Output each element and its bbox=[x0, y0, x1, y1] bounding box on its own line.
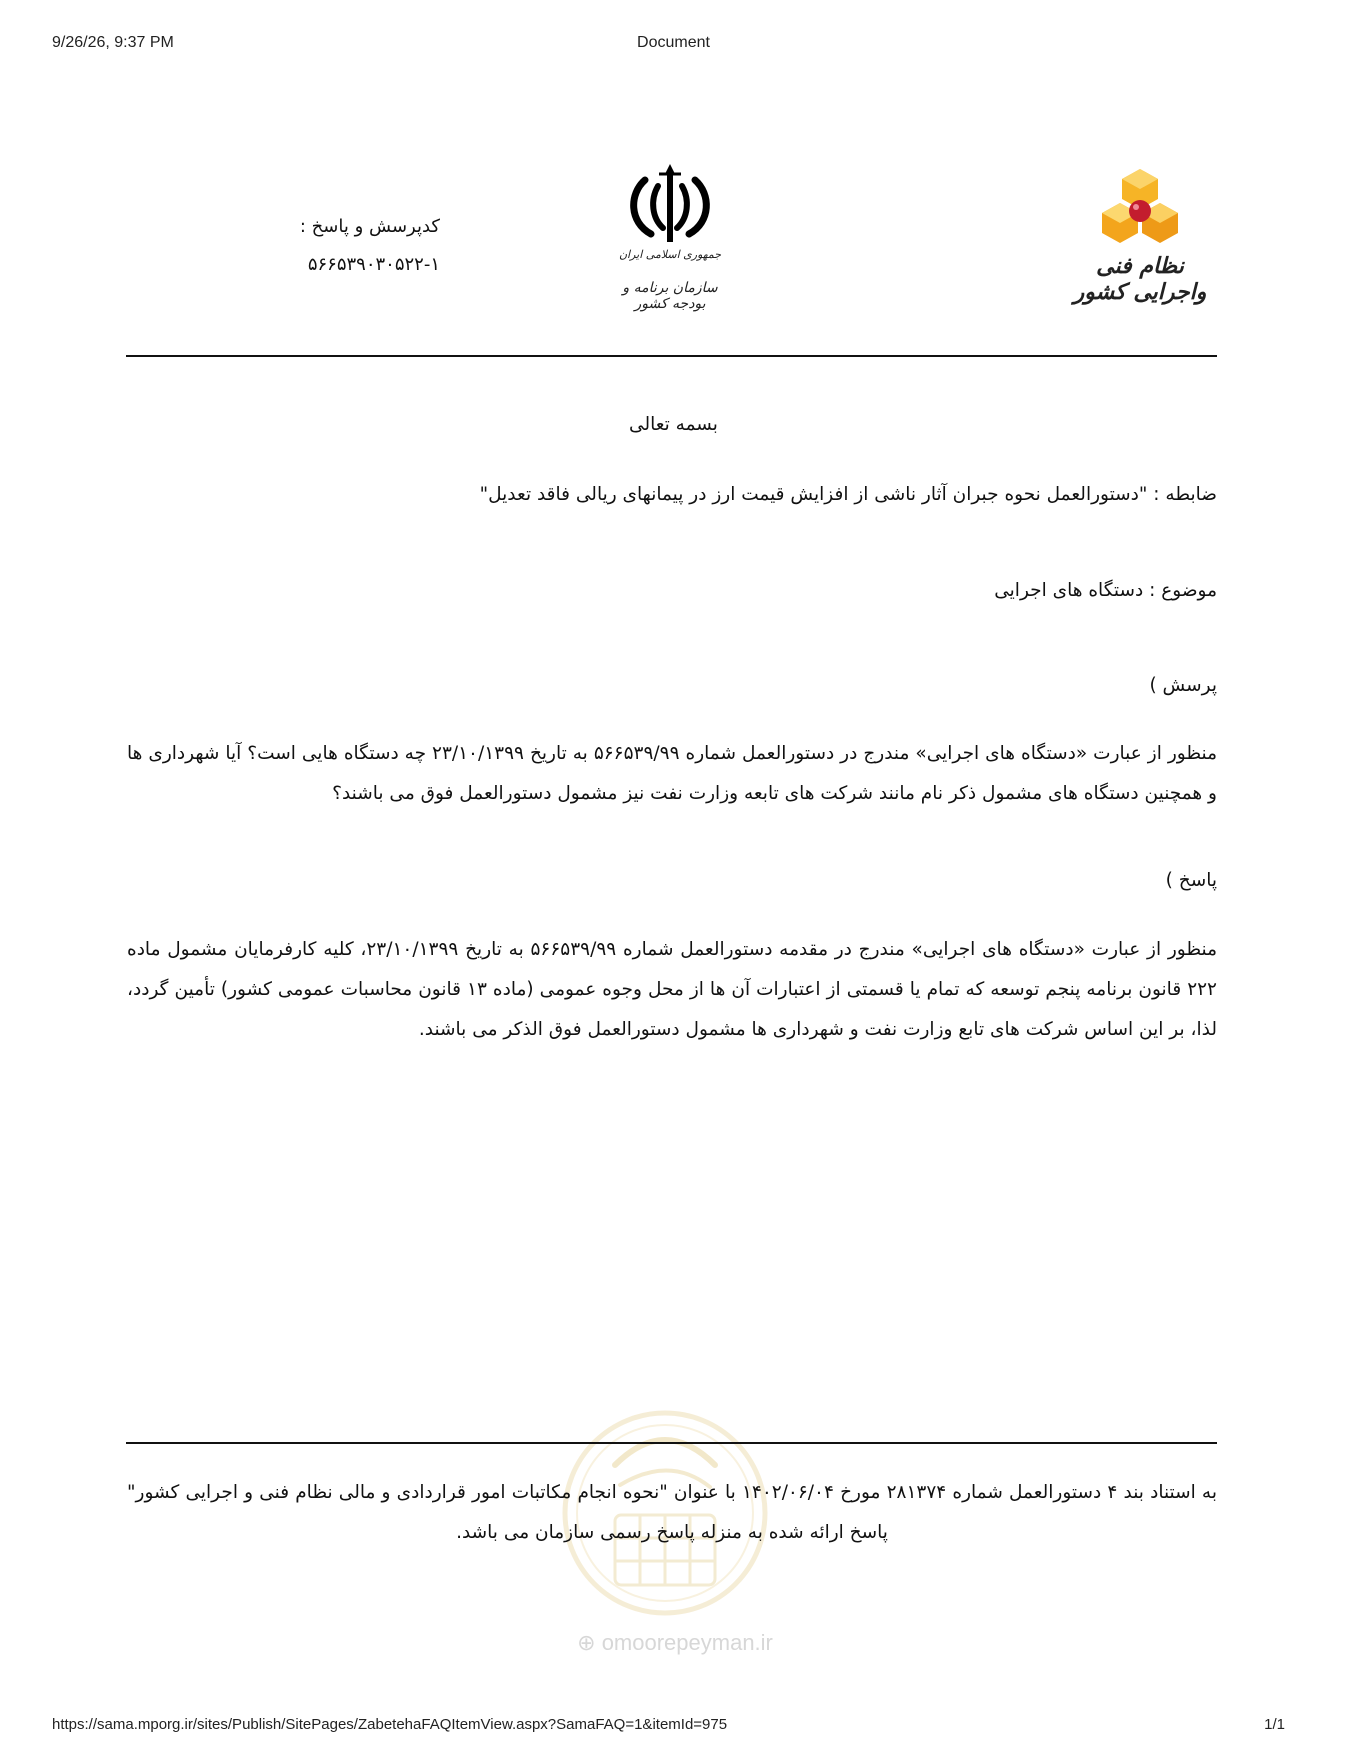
cube-pyramid-icon bbox=[1065, 165, 1215, 255]
emblem-caption-republic: جمهوری اسلامی ایران bbox=[618, 248, 722, 261]
org-logo-text: نظام فنی واجرایی کشور bbox=[1073, 253, 1207, 305]
iran-emblem bbox=[605, 160, 735, 320]
watermark-globe-icon: ⊕ bbox=[577, 1630, 596, 1655]
question-text: منظور از عبارت «دستگاه های اجرایی» مندرج در دستورالعمل شماره ۵۶۶۵۳۹/۹۹ به تاریخ ۲۳/۱۰/۱۳۹۹ چه دستگاه هایی است؟ آیا شهرداری ها و همچنین دستگاه های مشمول ذکر نام مانند شرکت های تابعه وزارت نفت نیز مشمول دستورالعمل فوق می باشند؟ bbox=[127, 743, 1217, 804]
header-divider bbox=[126, 355, 1217, 357]
print-document-title: Document bbox=[637, 34, 710, 51]
emblem-icon bbox=[605, 160, 735, 250]
print-page-number: 1/1 bbox=[1264, 1716, 1285, 1733]
footer-note: به استناد بند ۴ دستورالعمل شماره ۲۸۱۳۷۴ مورخ ۱۴۰۲/۰۶/۰۴ با عنوان "نحوه انجام مکاتبات امور قراردادی و مالی نظام فنی و اجرایی کشور" پاسخ ارائه شده به منزله پاسخ رسمی سازمان می باشد. bbox=[127, 1482, 1217, 1543]
emblem-caption-organization: سازمان برنامه و بودجه کشور bbox=[622, 280, 718, 312]
subject-line: موضوع : دستگاه های اجرایی bbox=[994, 580, 1217, 601]
answer-text: منظور از عبارت «دستگاه های اجرایی» مندرج در مقدمه دستورالعمل شماره ۵۶۶۵۳۹/۹۹ به تاریخ ۲۳/۱۰/۱۳۹۹، کلیه کارفرمایان مشمول ماده ۲۲۲ قانون برنامه پنجم توسعه که تمام یا قسمتی از اعتبارات آن ها از محل وجوه عمومی (ماده ۱۳ قانون محاسبات عمومی کشور) تأمین گردد، لذا، بر این اساس شرکت های تابع وزارت نفت و شهرداری ها مشمول دستورالعمل فوق الذکر می باشند. bbox=[127, 939, 1218, 1040]
print-datetime: 9/26/26, 9:37 PM bbox=[52, 34, 174, 51]
regulation-title: ضابطه : "دستورالعمل نحوه جبران آثار ناشی از افزایش قیمت ارز در پیمانهای ریالی فاقد تعدیل" bbox=[479, 484, 1217, 505]
faq-code-label: کدپرسش و پاسخ : bbox=[299, 216, 440, 237]
nezam-fanni-logo bbox=[1065, 165, 1215, 315]
answer-label: پاسخ ) bbox=[1165, 870, 1217, 891]
footer-divider bbox=[126, 1442, 1217, 1444]
watermark-url bbox=[565, 1630, 785, 1656]
bismillah-heading: بسمه تعالی bbox=[629, 414, 718, 435]
question-label: پرسش ) bbox=[1149, 675, 1217, 696]
watermark-url-text: omoorepeyman.ir bbox=[601, 1630, 773, 1655]
faq-code-block bbox=[240, 208, 440, 284]
print-url[interactable]: https://sama.mporg.ir/sites/Publish/SitePages/ZabetehaFAQItemView.aspx?SamaFAQ=1&itemId=975 bbox=[52, 1716, 728, 1733]
faq-code-value: ۵۶۶۵۳۹۰۳۰۵۲۲-۱ bbox=[307, 254, 440, 275]
